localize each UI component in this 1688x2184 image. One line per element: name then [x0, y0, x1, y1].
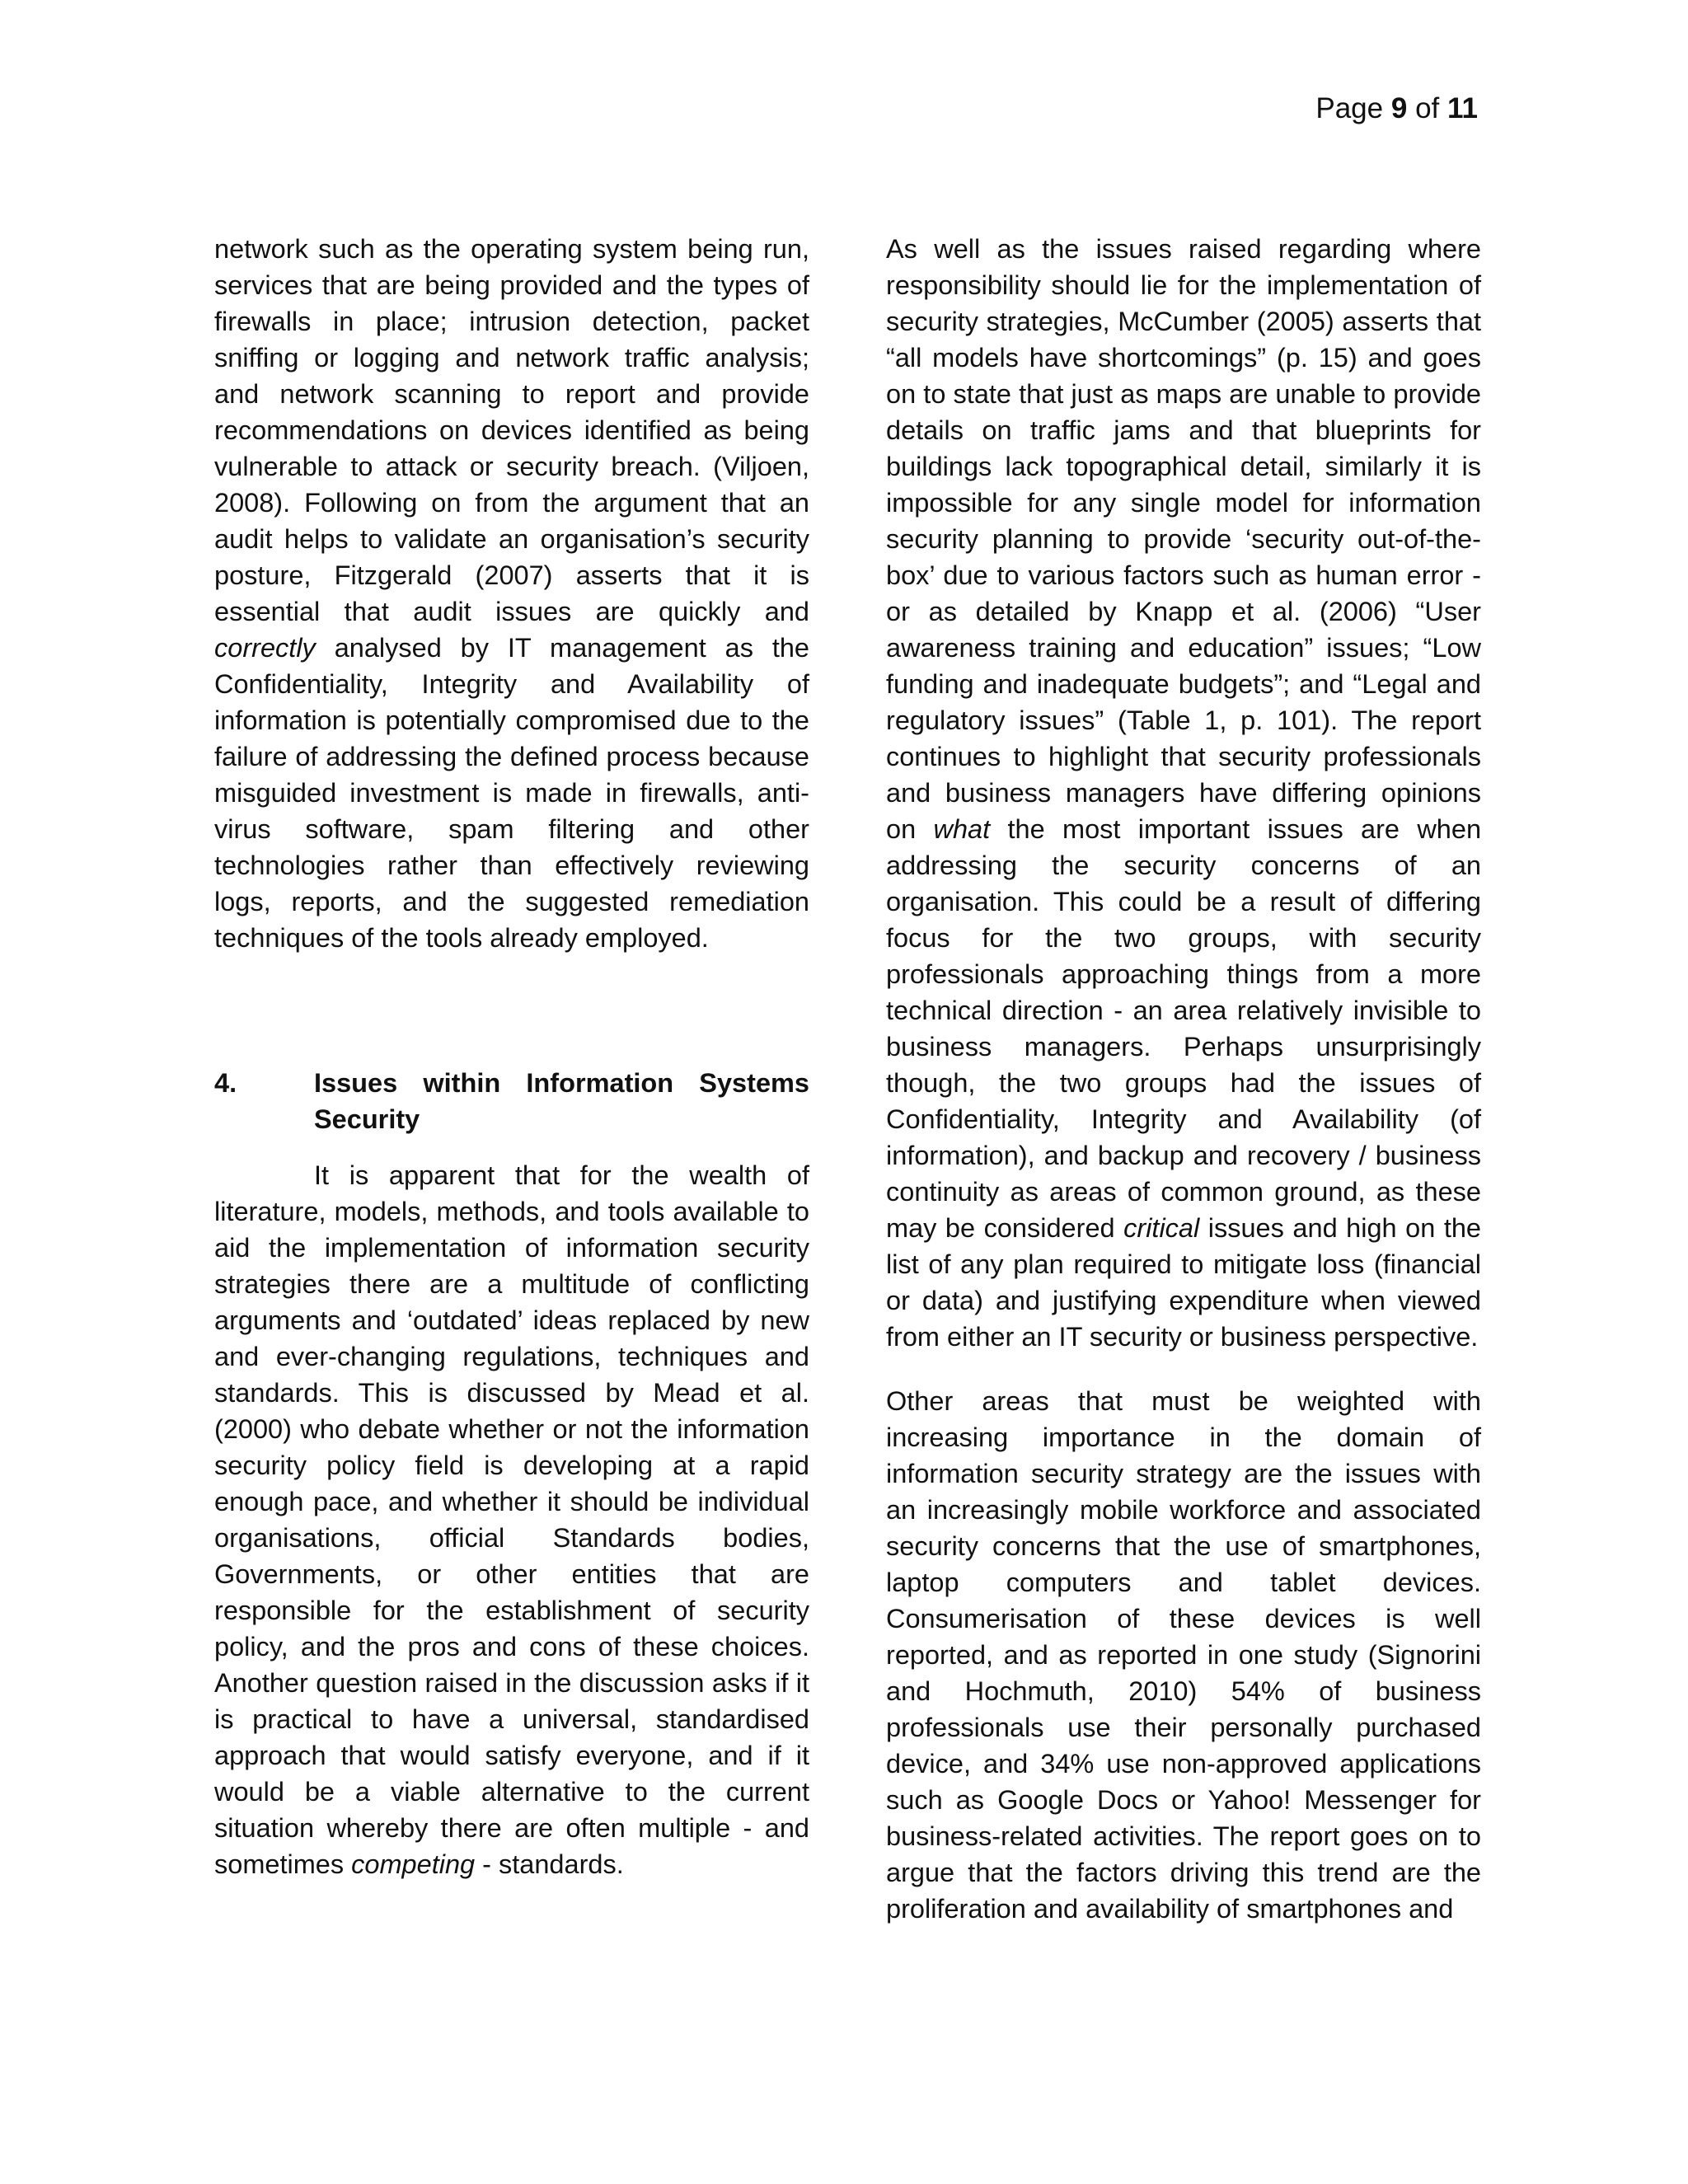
right-paragraph-1: As well as the issues raised regarding where responsibility should lie for the implementation of security strategies, McCumber (2005) asserts that “all models have shortcomings” (p. 15) and goes on to state that just as maps are unable to provide details on traffic jams and that blueprints for buildings lack topographical detail, similarly it is impossible for any single model for information security planning to provide ‘security out-of-the-box’ due to various factors such as human error - or as detailed by Knapp et al. (2006) “User awareness training and education” issues; “Low funding and inadequate budgets”; and “Legal and regulatory issues” (Table 1, p. 101). The report continues to highlight that security professionals and business managers have differing opinions on what the most important issues are when addressing the security concerns of an organisation. This could be a result of differing focus for the two groups, with security professionals approaching things from a more technical direction - an area relatively invisible to business managers. Perhaps unsurprisingly though, the two groups had the issues of Confidentiality, Integrity and Availability (of information), and backup and recovery / business continuity as areas of common ground, as these may be considered critical issues and high on the list of any plan required to mitigate loss (financial or data) and justifying expenditure when viewed from either an IT security or business perspective. — [886, 234, 1482, 1352]
total-pages: 11 — [1447, 92, 1478, 124]
section-number: 4. — [214, 1068, 237, 1098]
left-column — [214, 231, 809, 1882]
of-label: of — [1415, 92, 1440, 124]
page-prefix: Page — [1315, 92, 1384, 124]
page-number — [1315, 92, 1478, 125]
right-paragraph-2: Other areas that must be weighted with increasing importance in the domain of information security strategy are the issues with an increasingly mobile workforce and associated security concerns that the use of smartphones, laptop computers and tablet devices. Consumerisation of these devices is well reported, and as reported in one study (Signorini and Hochmuth, 2010) 54% of business professionals use their personally purchased device, and 34% use non-approved applications such as Google Docs or Yahoo! Messenger for business-related activities. The report goes on to argue that the factors driving this trend are the proliferation and availability of smartphones and — [886, 1386, 1481, 1924]
left-paragraph-1: network such as the operating system being run, services that are being provided and the types of firewalls in place; intrusion detection, packet sniffing or logging and network traffic analysis; and network scanning to report and provide recommendations on devices identified as being vulnerable to attack or security breach. (Viljoen, 2008). Following on from the argument that an audit helps to validate an organisation’s security posture, Fitzgerald (2007) asserts that it is essential that audit issues are quickly and correctly analysed by IT management as the Confidentiality, Integrity and Availability of information is potentially compromised due to the failure of addressing the defined process because misguided investment is made in firewalls, anti-virus software, spam filtering and other technologies rather than effectively reviewing logs, reports, and the suggested remediation techniques of the tools already employed. — [214, 234, 809, 953]
section-heading — [214, 1065, 809, 1137]
current-page: 9 — [1390, 92, 1408, 124]
right-column — [886, 231, 1481, 1927]
left-paragraph-2: It is apparent that for the wealth of literature, models, methods, and tools available to aid the implementation of information security strategies there are a multitude of conflicting arguments and ‘outdated’ ideas replaced by new and ever-changing regulations, techniques and standards. This is discussed by Mead et al. (2000) who debate whether or not the information security policy field is developing at a rapid enough pace, and whether it should be individual organisations, official Standards bodies, Governments, or other entities that are responsible for the establishment of security policy, and the pros and cons of these choices. Another question raised in the discussion asks if it is practical to have a universal, standardised approach that would satisfy everyone, and if it would be a viable alternative to the current situation whereby there are often multiple - and sometimes competing - standards. — [214, 1160, 809, 1879]
section-title: Issues within Information Systems Security — [314, 1068, 809, 1134]
